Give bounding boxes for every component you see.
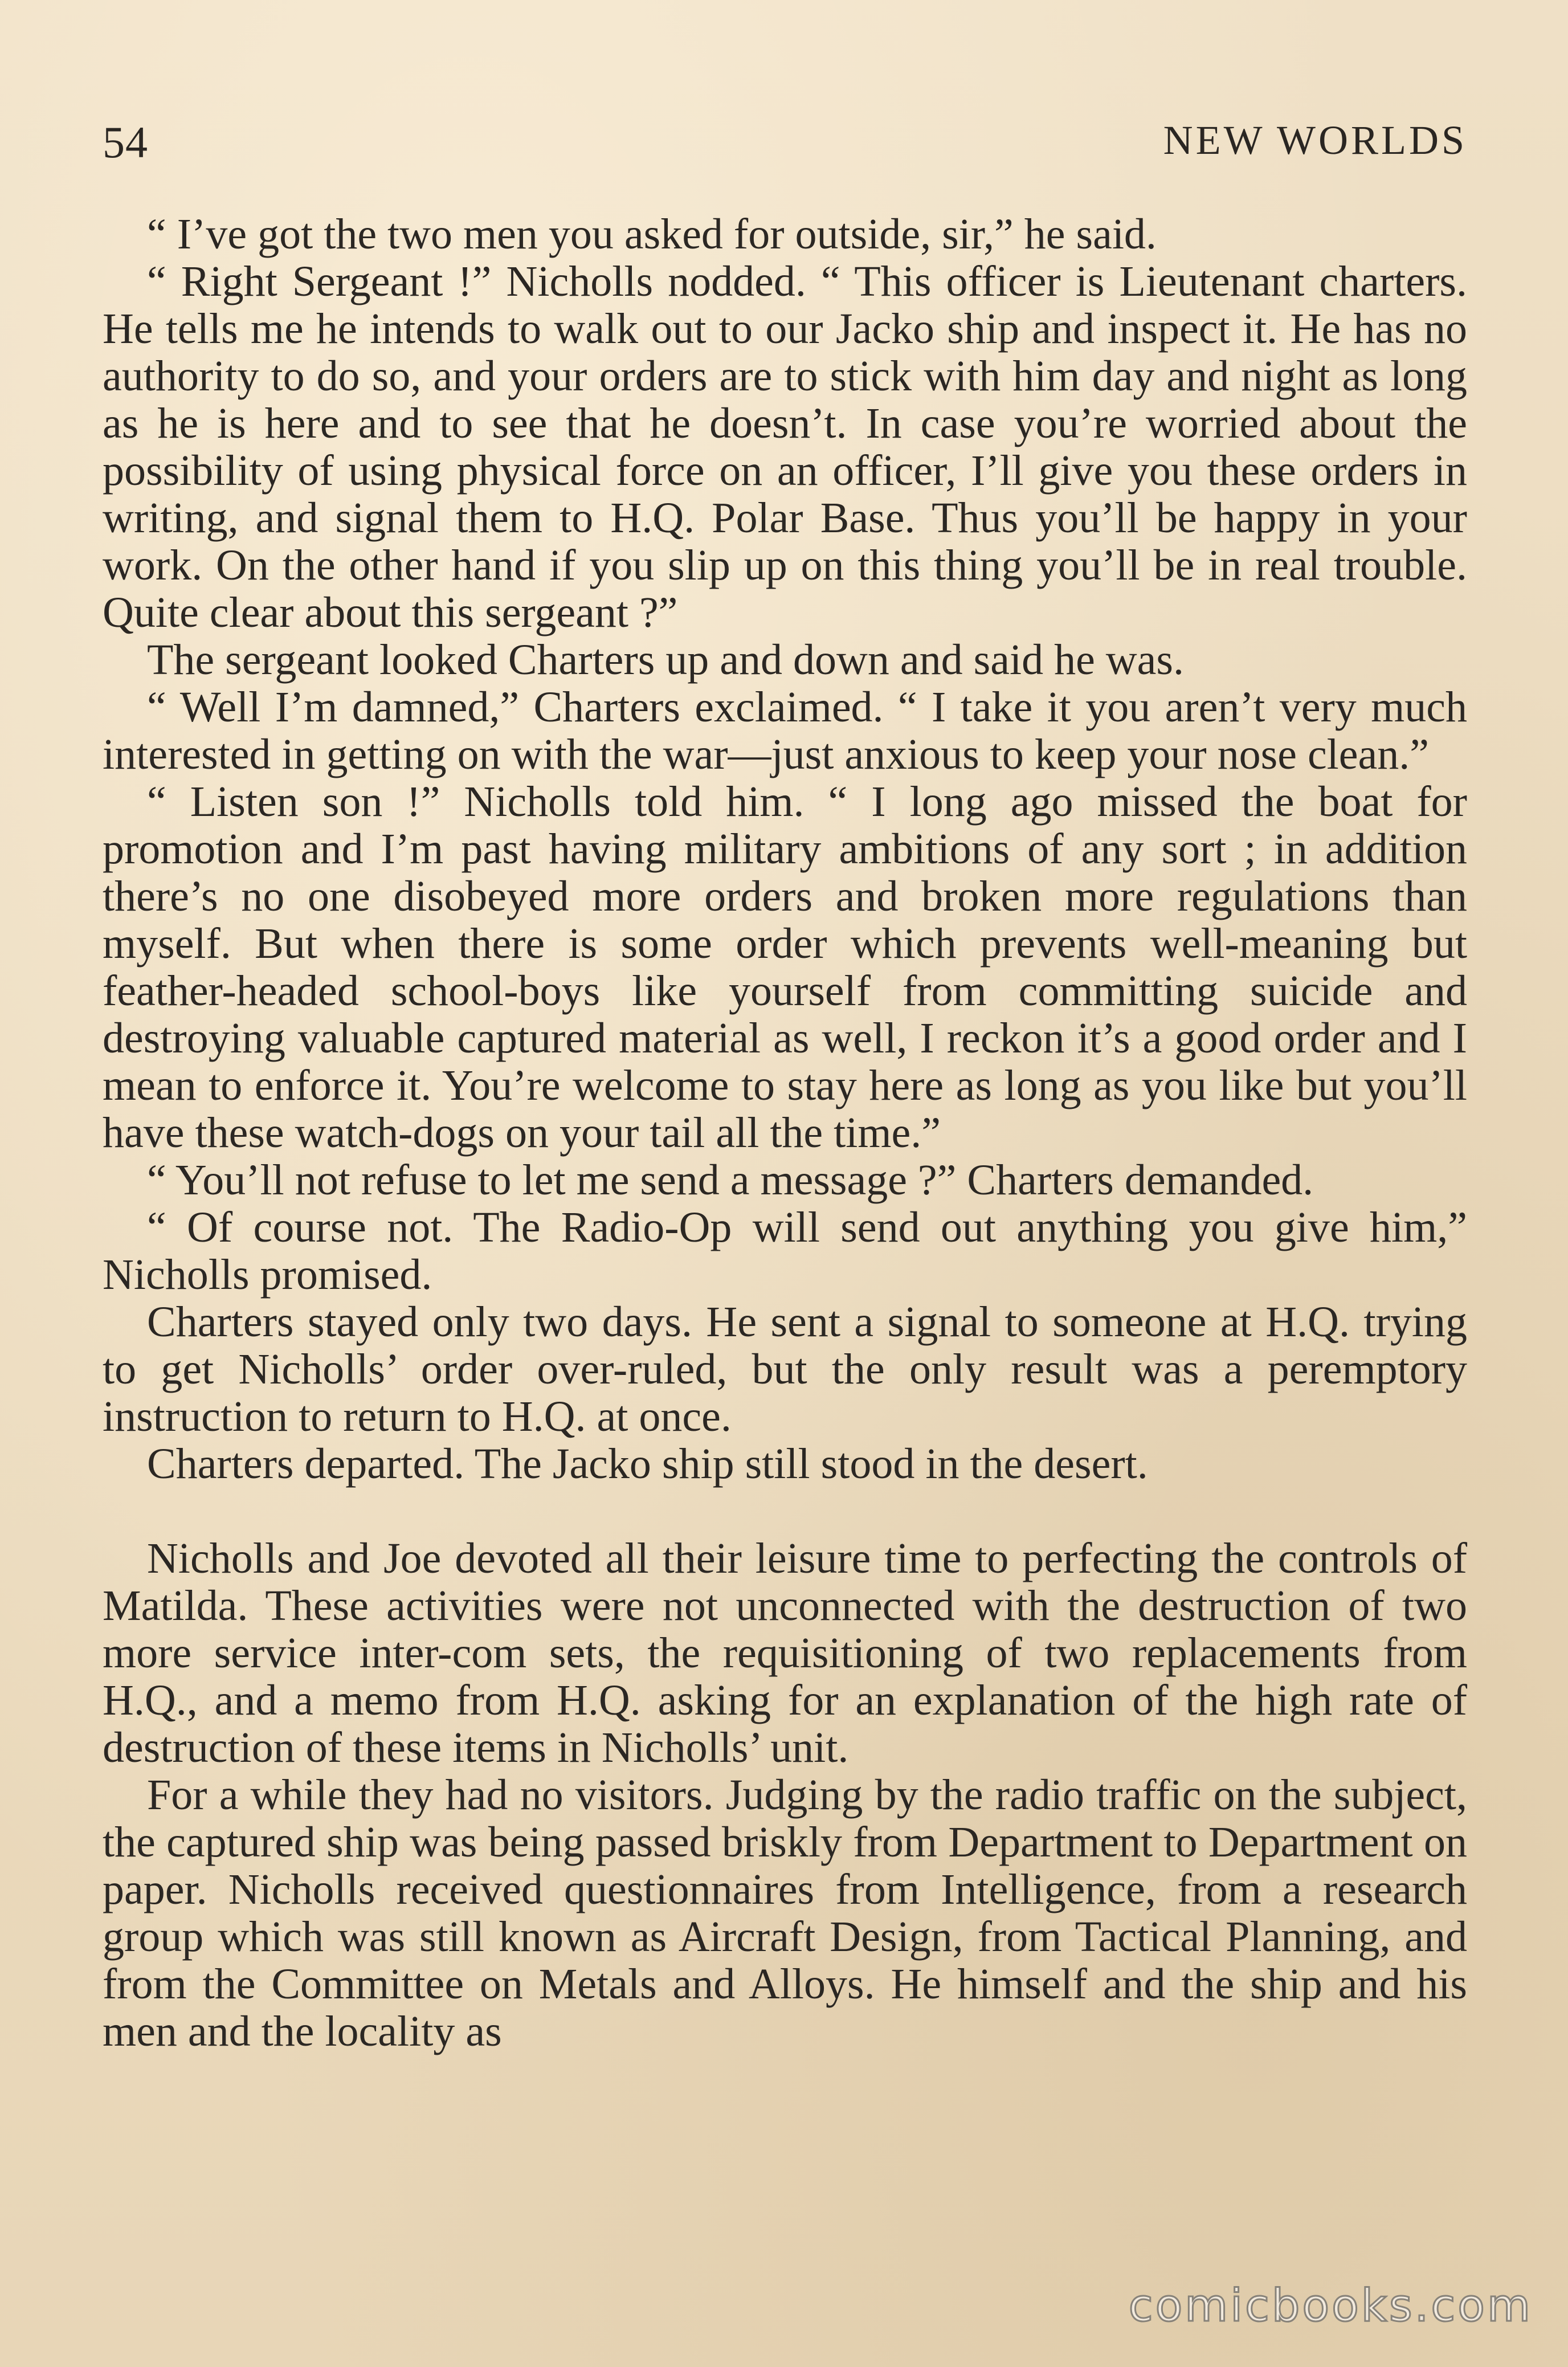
page-number: 54 bbox=[103, 117, 148, 167]
page-header bbox=[103, 117, 1467, 179]
running-head: NEW WORLDS bbox=[1163, 117, 1467, 163]
paragraph: Charters departed. The Jacko ship still stood in the desert. bbox=[147, 1440, 1148, 1488]
body-text bbox=[103, 211, 1467, 2055]
paragraph: Nicholls and Joe devoted all their leisure time to perfecting the controls of Matilda. These activities were not unconnected with the destruction of two more service inter-com sets, the requisitioning of two replacements from H.Q., and a memo from H.Q. asking for an explanation of the high rate of destruction of these items in Nicholls’ unit. bbox=[103, 1535, 1467, 1772]
paragraph: “ Listen son !” Nicholls told him. “ I long ago missed the boat for promotion and I’m past having military ambitions of any sort ; in addition there’s no one disobeyed more orders and broken more regulations than myself. But when there is some order which prevents well-meaning but feather-headed school-boys like yourself from committing suicide and destroying valuable captured material as well, I reckon it’s a good order and I mean to enforce it. You’re welcome to stay here as long as you like but you’ll have these watch-dogs on your tail all the time.” bbox=[103, 778, 1467, 1157]
paragraph: “ I’ve got the two men you asked for outside, sir,” he said. bbox=[147, 210, 1157, 258]
watermark: comicbooks.com bbox=[1128, 2280, 1533, 2332]
paragraph: “ You’ll not refuse to let me send a message ?” Charters demanded. bbox=[147, 1156, 1314, 1204]
paragraph: “ Right Sergeant !” Nicholls nodded. “ This officer is Lieutenant charters. He tells me he intends to walk out to our Jacko ship and inspect it. He has no authority to do so, and your orders are to stick with him day and night as long as he is here and to see that he doesn’t. In case you’re worried about the possibility of using physical force on an officer, I’ll give you these orders in writing, and signal them to H.Q. Polar Base. Thus you’ll be happy in your work. On the other hand if you slip up on this thing you’ll be in real trouble. Quite clear about this sergeant ?” bbox=[103, 258, 1467, 636]
paragraph: Charters stayed only two days. He sent a signal to someone at H.Q. trying to get Nicholls’ order over-ruled, but the only result was a peremptory instruction to return to H.Q. at once. bbox=[103, 1298, 1467, 1440]
paragraph: “ Well I’m damned,” Charters exclaimed. “ I take it you aren’t very much interested in getting on with the war—just anxious to keep your nose clean.” bbox=[103, 683, 1467, 778]
paragraph: For a while they had no visitors. Judging by the radio traffic on the subject, the captured ship was being passed briskly from Department to Department on paper. Nicholls received questionnaires from Intelligence, from a research group which was still known as Aircraft Design, from Tactical Planning, and from the Committee on Metals and Alloys. He himself and the ship and his men and the locality as bbox=[103, 1771, 1467, 2055]
paragraph: “ Of course not. The Radio-Op will send out anything you give him,” Nicholls promised. bbox=[103, 1203, 1467, 1299]
paragraph: The sergeant looked Charters up and down and said he was. bbox=[147, 636, 1184, 684]
